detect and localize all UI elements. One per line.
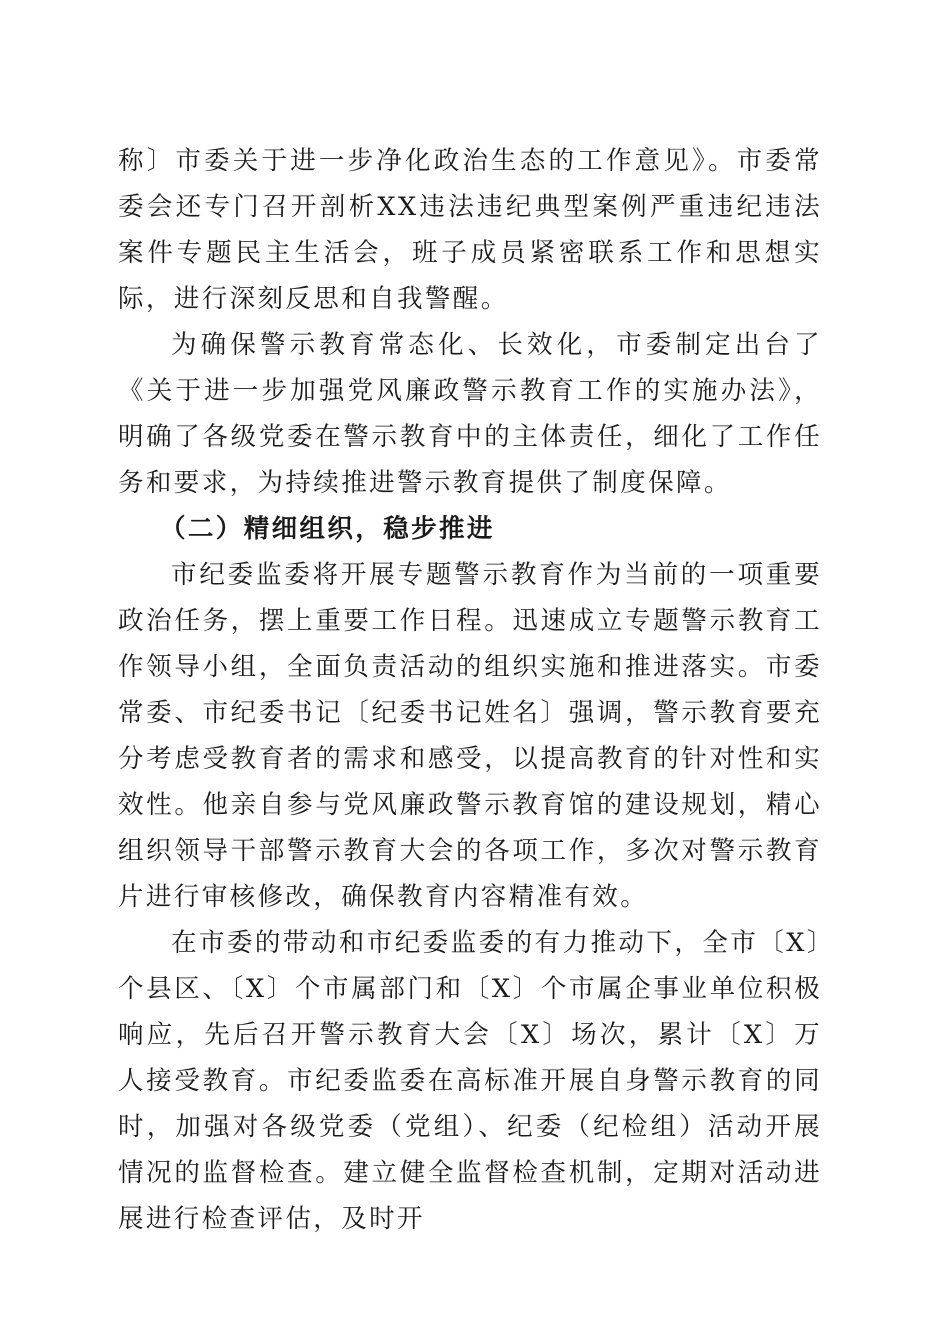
document-page — [118, 138, 822, 1242]
paragraph-continuation: 称〕市委关于进一步净化政治生态的工作意见》。市委常委会还专门召开剖析XX违法违纪典型案例严重违纪违法案件专题民主生活会，班子成员紧密联系工作和思想实际，进行深刻反思和自我警醒。 — [118, 146, 822, 314]
paragraph-organization: 市纪委监委将开展专题警示教育作为当前的一项重要政治任务，摆上重要工作日程。迅速成立专题警示教育工作领导小组，全面负责活动的组织实施和推进落实。市委常委、市纪委书记〔纪委书记姓名〕强调，警示教育要充分考虑受教育者的需求和感受，以提高教育的针对性和实效性。他亲自参与党风廉政警示教育馆的建设规划，精心组织领导干部警示教育大会的各项工作，多次对警示教育片进行审核修改，确保教育内容精准有效。 — [118, 560, 822, 912]
paragraph-implementation: 在市委的带动和市纪委监委的有力推动下，全市〔X〕个县区、〔X〕个市属部门和〔X〕个市属企事业单位积极响应，先后召开警示教育大会〔X〕场次，累计〔X〕万人接受教育。市纪委监委在高标准开展自身警示教育的同时，加强对各级党委（党组）、纪委（纪检组）活动开展情况的监督检查。建立健全监督检查机制，定期对活动进展进行检查评估，及时开 — [118, 928, 822, 1234]
paragraph-institutional-measures: 为确保警示教育常态化、长效化，市委制定出台了《关于进一步加强党风廉政警示教育工作的实施办法》，明确了各级党委在警示教育中的主体责任，细化了工作任务和要求，为持续推进警示教育提供了制度保障。 — [118, 330, 822, 498]
section-heading: （二）精细组织，稳步推进 — [160, 514, 495, 544]
